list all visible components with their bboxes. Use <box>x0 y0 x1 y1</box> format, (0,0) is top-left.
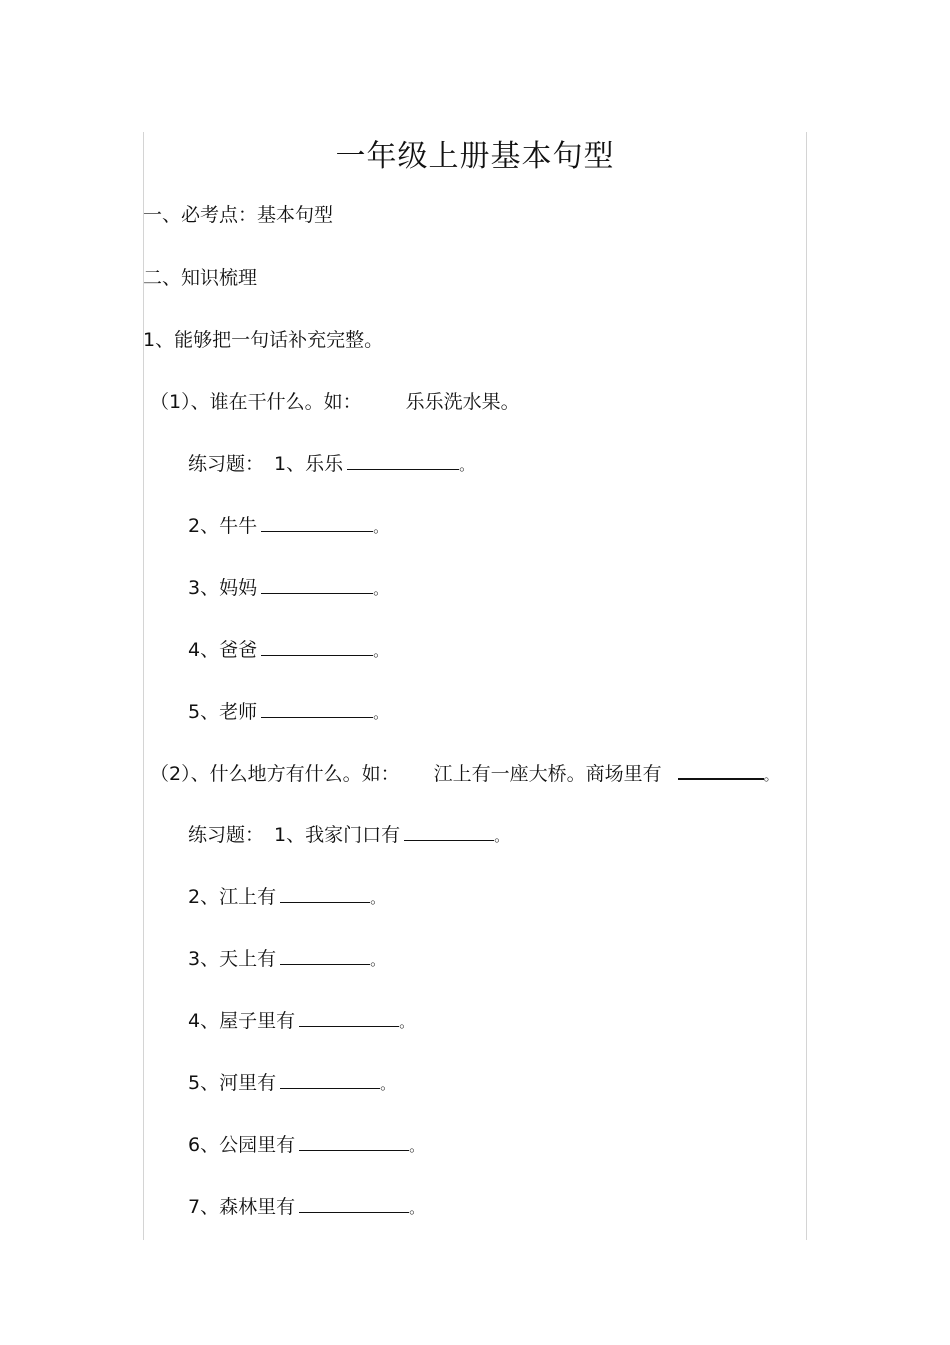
period: 。 <box>373 642 389 660</box>
item-heading-1: 1、能够把一句话补充完整。 <box>143 329 384 351</box>
exercise-prompt: 1、乐乐 <box>274 453 344 475</box>
answer-blank[interactable] <box>299 1132 409 1151</box>
period: 。 <box>763 766 779 784</box>
answer-blank[interactable] <box>299 1008 399 1027</box>
period: 。 <box>494 827 510 845</box>
answer-blank[interactable] <box>280 1070 380 1089</box>
answer-blank[interactable] <box>678 760 764 780</box>
part1-label: （1）、谁在干什么。如： <box>150 391 362 413</box>
period: 。 <box>370 951 386 969</box>
part1-exercise-3 <box>188 575 388 602</box>
period: 。 <box>409 1199 425 1217</box>
exercise-label: 练习题： <box>188 824 265 846</box>
part2-exercise-3 <box>188 946 385 973</box>
part1-exercise-2 <box>188 513 388 540</box>
part2-exercise-7 <box>188 1194 424 1221</box>
part2-label: （2）、什么地方有什么。如： <box>150 763 400 785</box>
left-margin-line <box>143 132 144 1240</box>
period: 。 <box>373 580 389 598</box>
exercise-prompt: 5、老师 <box>188 701 258 723</box>
exercise-label: 练习题： <box>188 453 265 475</box>
period: 。 <box>409 1137 425 1155</box>
period: 。 <box>373 704 389 722</box>
section-heading-2: 二、知识梳理 <box>143 267 258 289</box>
answer-blank[interactable] <box>261 513 373 532</box>
period: 。 <box>399 1013 415 1031</box>
answer-blank[interactable] <box>261 699 373 718</box>
part1-exercise-5 <box>188 699 388 726</box>
exercise-prompt: 4、屋子里有 <box>188 1010 296 1032</box>
answer-blank[interactable] <box>347 451 459 470</box>
exercise-prompt: 3、妈妈 <box>188 577 258 599</box>
answer-blank[interactable] <box>280 884 370 903</box>
answer-blank[interactable] <box>280 946 370 965</box>
answer-blank[interactable] <box>261 637 373 656</box>
part2-exercise-6 <box>188 1132 424 1159</box>
exercise-prompt: 7、森林里有 <box>188 1196 296 1218</box>
answer-blank[interactable] <box>299 1194 409 1213</box>
exercise-prompt: 1、我家门口有 <box>274 824 401 846</box>
part2-exercise-2 <box>188 884 385 911</box>
exercise-prompt: 6、公园里有 <box>188 1134 296 1156</box>
period: 。 <box>380 1075 396 1093</box>
answer-blank[interactable] <box>261 575 373 594</box>
part1-heading <box>150 389 520 415</box>
exercise-prompt: 5、河里有 <box>188 1072 277 1094</box>
answer-blank[interactable] <box>404 822 494 841</box>
part2-heading <box>150 760 779 788</box>
part2-exercise-1 <box>188 822 509 849</box>
exercise-prompt: 2、江上有 <box>188 886 277 908</box>
period: 。 <box>459 456 475 474</box>
exercise-prompt: 3、天上有 <box>188 948 277 970</box>
part2-example: 江上有一座大桥。商场里有 <box>433 763 662 785</box>
page-title: 一年级上册基本句型 <box>335 139 615 174</box>
part1-exercise-1 <box>188 451 474 478</box>
exercise-prompt: 4、爸爸 <box>188 639 258 661</box>
exercise-prompt: 2、牛牛 <box>188 515 258 537</box>
period: 。 <box>370 889 386 907</box>
right-margin-line <box>806 132 807 1240</box>
part2-exercise-4 <box>188 1008 414 1035</box>
period: 。 <box>373 518 389 536</box>
part2-exercise-5 <box>188 1070 395 1097</box>
part1-example: 乐乐洗水果。 <box>405 391 520 413</box>
section-heading-1: 一、必考点：基本句型 <box>143 204 334 226</box>
part1-exercise-4 <box>188 637 388 664</box>
